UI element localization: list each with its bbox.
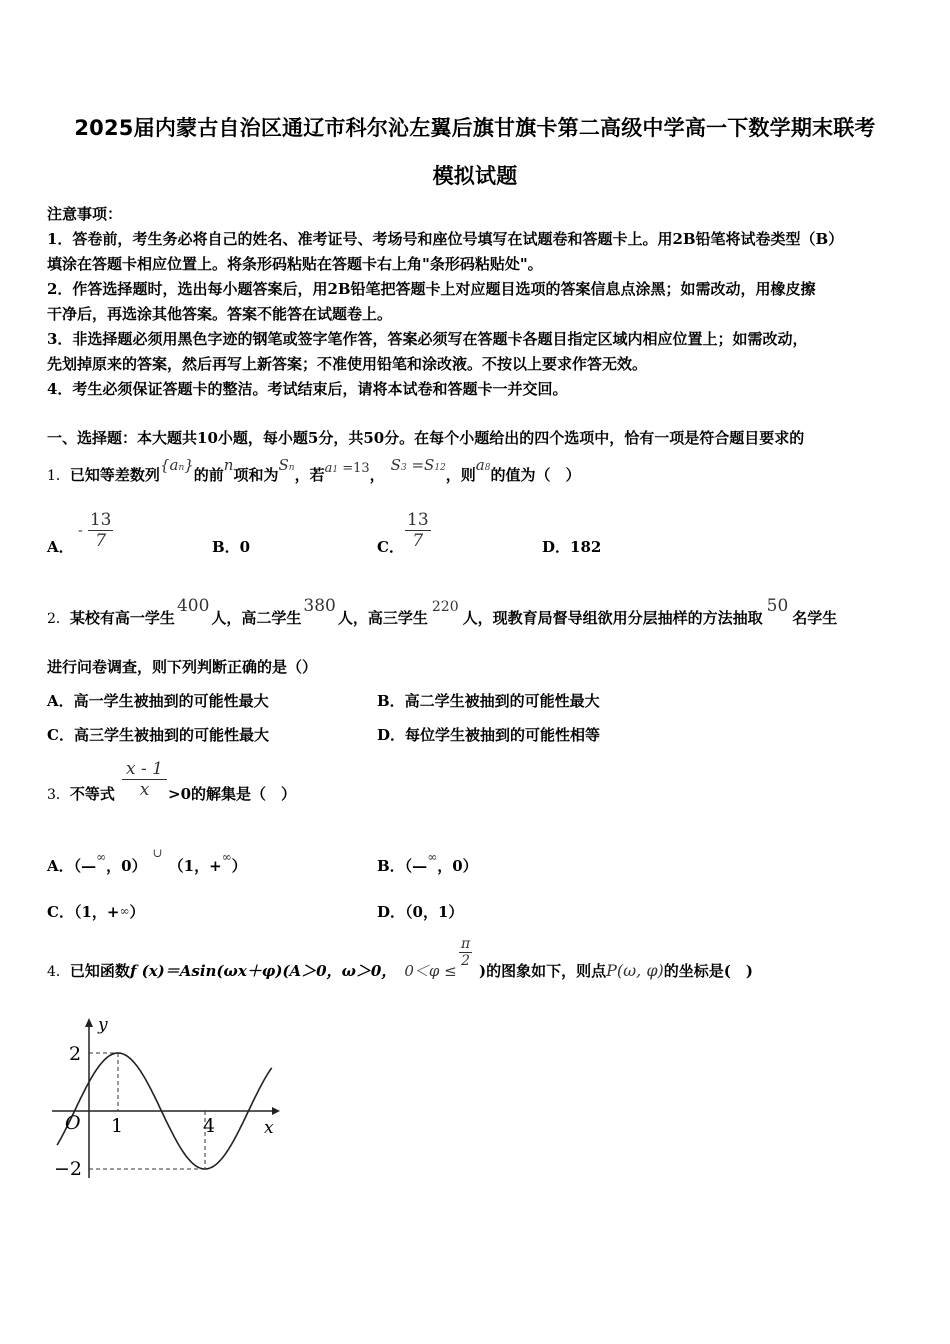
option-b: B．高二学生被抽到的可能性最大 xyxy=(377,692,600,710)
notice-line: 1．答卷前，考生务必将自己的姓名、准考证号、考场号和座位号填写在试题卷和答题卡上。用2B铅笔将试卷类型（B） xyxy=(47,230,844,248)
option-d: D．（0，1） xyxy=(377,903,464,921)
question-4: 4．已知函数f (x)＝Asin(ωx＋φ)(A＞0，ω＞0， 0＜φ ≤ xyxy=(47,962,457,980)
option-a-value: - $\frac{13}{7}$ xyxy=(78,510,112,551)
question-1: 1．已知等差数列{an}的前n项和为Sn，若a1 =13，S3 =S12，则a8的值为（ ） xyxy=(47,456,581,484)
option-a: A．（—∞，0）∪（1，+∞） xyxy=(47,846,247,875)
question-3: 3．不等式 xyxy=(47,785,115,803)
option-c-value: $\frac{13}{7}$ xyxy=(407,510,429,551)
question-2-line2: 进行问卷调查，则下列判断正确的是（） xyxy=(47,658,318,676)
option-a: A．高一学生被抽到的可能性最大 xyxy=(47,692,269,710)
inequality-fraction: $\frac{x - 1}{x}$ xyxy=(122,759,167,800)
x-axis-arrow xyxy=(272,1107,280,1115)
option-c: C．（1，+∞） xyxy=(47,903,145,921)
question-2: 2．某校有高一学生400人，高二学生380人，高三学生220人，现教育局督导组欲用分层抽样的方法抽取50名学生 xyxy=(47,596,838,627)
option-c: C．高三学生被抽到的可能性最大 xyxy=(47,726,269,744)
pi-over-2: $\frac{\pi}{2}$ xyxy=(461,936,471,969)
page-title: 2025届内蒙古自治区通辽市科尔沁左翼后旗甘旗卡第二高级中学高一下数学期末联考 xyxy=(74,116,876,140)
question-number: 1． xyxy=(47,468,70,484)
option-b: B．（—∞，0） xyxy=(377,850,478,875)
option-d: D．182 xyxy=(542,538,602,556)
page-subtitle: 模拟试题 xyxy=(432,164,518,188)
question-3-tail: >0的解集是（ ） xyxy=(168,785,297,803)
notice-line: 先划掉原来的答案，然后再写上新答案；不准使用铅笔和涂改液。不按以上要求作答无效。 xyxy=(47,355,648,373)
notice-heading: 注意事项： xyxy=(47,205,123,223)
y-axis-arrow xyxy=(85,1018,93,1027)
tick-y-2: 2 xyxy=(69,1043,82,1065)
origin-label: O xyxy=(65,1112,81,1134)
section-heading: 一、选择题：本大题共10小题，每小题5分，共50分。在每个小题给出的四个选项中，恰有一项是符合题目要求的 xyxy=(47,429,805,447)
option-c: C． xyxy=(377,538,404,556)
notice-line: 3．非选择题必须用黑色字迹的钢笔或签字笔作答，答案必须写在答题卡各题目指定区域内相应位置上；如需改动， xyxy=(47,330,808,348)
y-axis-label: y xyxy=(98,1015,108,1035)
option-d: D．每位学生被抽到的可能性相等 xyxy=(377,726,601,744)
question-number: 3． xyxy=(47,787,70,803)
question-number: 4． xyxy=(47,964,70,980)
sine-graph xyxy=(48,1012,288,1184)
notice-line: 填涂在答题卡相应位置上。将条形码粘贴在答题卡右上角"条形码粘贴处"。 xyxy=(47,255,543,273)
x-axis-label: x xyxy=(264,1118,274,1138)
notice-line: 2．作答选择题时，选出每小题答案后，用2B铅笔把答题卡上对应题目选项的答案信息点涂黑；如需改动，用橡皮擦 xyxy=(47,280,816,298)
option-a: A． xyxy=(47,538,74,556)
notice-line: 4．考生必须保证答题卡的整洁。考试结束后，请将本试卷和答题卡一并交回。 xyxy=(47,380,568,398)
notice-line: 干净后，再选涂其他答案。答案不能答在试题卷上。 xyxy=(47,305,393,323)
option-b: B．0 xyxy=(212,538,251,556)
tick-x-4: 4 xyxy=(203,1115,216,1137)
tick-x-1: 1 xyxy=(111,1115,124,1137)
tick-y-neg2: −2 xyxy=(54,1158,83,1180)
question-4-tail: )的图象如下，则点P(ω, φ)的坐标是( ) xyxy=(479,961,753,980)
question-number: 2． xyxy=(47,611,70,627)
